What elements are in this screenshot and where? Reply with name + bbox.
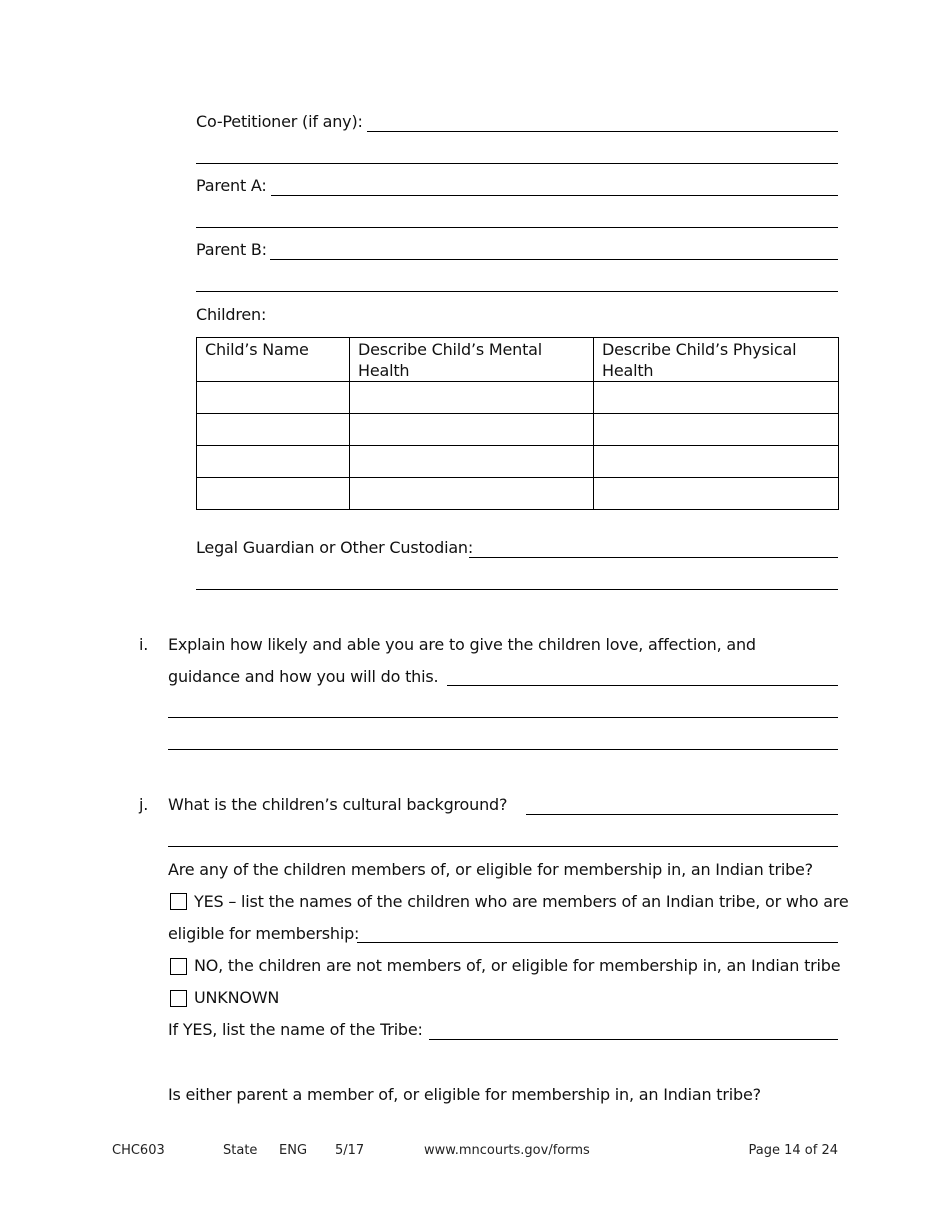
co-petitioner-field[interactable]	[367, 109, 838, 132]
child-name-cell[interactable]	[197, 382, 350, 414]
parent-a-label: Parent A:	[196, 176, 267, 195]
footer-language: ENG	[279, 1143, 308, 1158]
co-petitioner-label: Co-Petitioner (if any):	[196, 112, 363, 131]
children-table	[196, 337, 839, 510]
cultural-background-field-line2[interactable]	[168, 824, 838, 847]
table-header-row	[197, 338, 839, 382]
cultural-background-field[interactable]	[526, 792, 838, 815]
question-i-text-line2: guidance and how you will do this.	[168, 667, 439, 686]
eligible-children-names-field[interactable]	[357, 920, 838, 943]
legal-guardian-label: Legal Guardian or Other Custodian:	[196, 538, 474, 557]
parent-tribe-question: Is either parent a member of, or eligible for membership in, an Indian tribe?	[168, 1085, 761, 1104]
child-name-cell[interactable]	[197, 446, 350, 478]
footer-form-code: CHC603	[112, 1143, 165, 1158]
physical-health-cell[interactable]	[594, 414, 839, 446]
mental-health-cell[interactable]	[350, 382, 594, 414]
tribe-membership-question: Are any of the children members of, or eligible for membership in, an Indian tribe?	[168, 860, 813, 879]
children-label: Children:	[196, 305, 267, 324]
unknown-checkbox[interactable]	[170, 990, 187, 1007]
legal-guardian-field[interactable]	[469, 535, 838, 558]
no-option-label: NO, the children are not members of, or eligible for membership in, an Indian tribe	[194, 956, 841, 975]
no-checkbox[interactable]	[170, 958, 187, 975]
table-row	[197, 478, 839, 510]
mental-health-cell[interactable]	[350, 478, 594, 510]
yes-checkbox[interactable]	[170, 893, 187, 910]
mental-health-cell[interactable]	[350, 414, 594, 446]
love-affection-field-line3[interactable]	[168, 727, 838, 750]
child-name-cell[interactable]	[197, 414, 350, 446]
tribe-name-field[interactable]	[429, 1017, 838, 1040]
cultural-background-label: What is the children’s cultural background?	[168, 795, 508, 814]
love-affection-field-line2[interactable]	[168, 695, 838, 718]
footer-page-number: Page 14 of 24	[748, 1143, 838, 1158]
table-row	[197, 414, 839, 446]
legal-guardian-field-line2[interactable]	[196, 567, 838, 590]
footer-website: www.mncourts.gov/forms	[424, 1143, 590, 1158]
column-header-mental-health: Describe Child’s Mental Health	[350, 338, 594, 382]
question-i-text-line1: Explain how likely and able you are to give the children love, affection, and	[168, 635, 756, 654]
question-j-marker: j.	[139, 795, 149, 814]
column-header-physical-health: Describe Child’s Physical Health	[594, 338, 839, 382]
physical-health-cell[interactable]	[594, 382, 839, 414]
footer-state: State	[223, 1143, 258, 1158]
mental-health-cell[interactable]	[350, 446, 594, 478]
parent-b-label: Parent B:	[196, 240, 267, 259]
parent-b-field-line2[interactable]	[196, 269, 838, 292]
parent-a-field-line2[interactable]	[196, 205, 838, 228]
love-affection-field[interactable]	[447, 663, 838, 686]
column-header-childs-name: Child’s Name	[197, 338, 350, 382]
parent-a-field[interactable]	[271, 173, 838, 196]
child-name-cell[interactable]	[197, 478, 350, 510]
yes-option-label: YES – list the names of the children who are members of an Indian tribe, or who are	[194, 892, 849, 911]
co-petitioner-field-line2[interactable]	[196, 141, 838, 164]
tribe-name-label: If YES, list the name of the Tribe:	[168, 1020, 423, 1039]
question-i-marker: i.	[139, 635, 149, 654]
physical-health-cell[interactable]	[594, 446, 839, 478]
physical-health-cell[interactable]	[594, 478, 839, 510]
unknown-option-label: UNKNOWN	[194, 988, 280, 1007]
table-row	[197, 446, 839, 478]
table-row	[197, 382, 839, 414]
footer-version: 5/17	[335, 1143, 365, 1158]
yes-option-label-line2: eligible for membership:	[168, 924, 360, 943]
parent-b-field[interactable]	[270, 237, 838, 260]
